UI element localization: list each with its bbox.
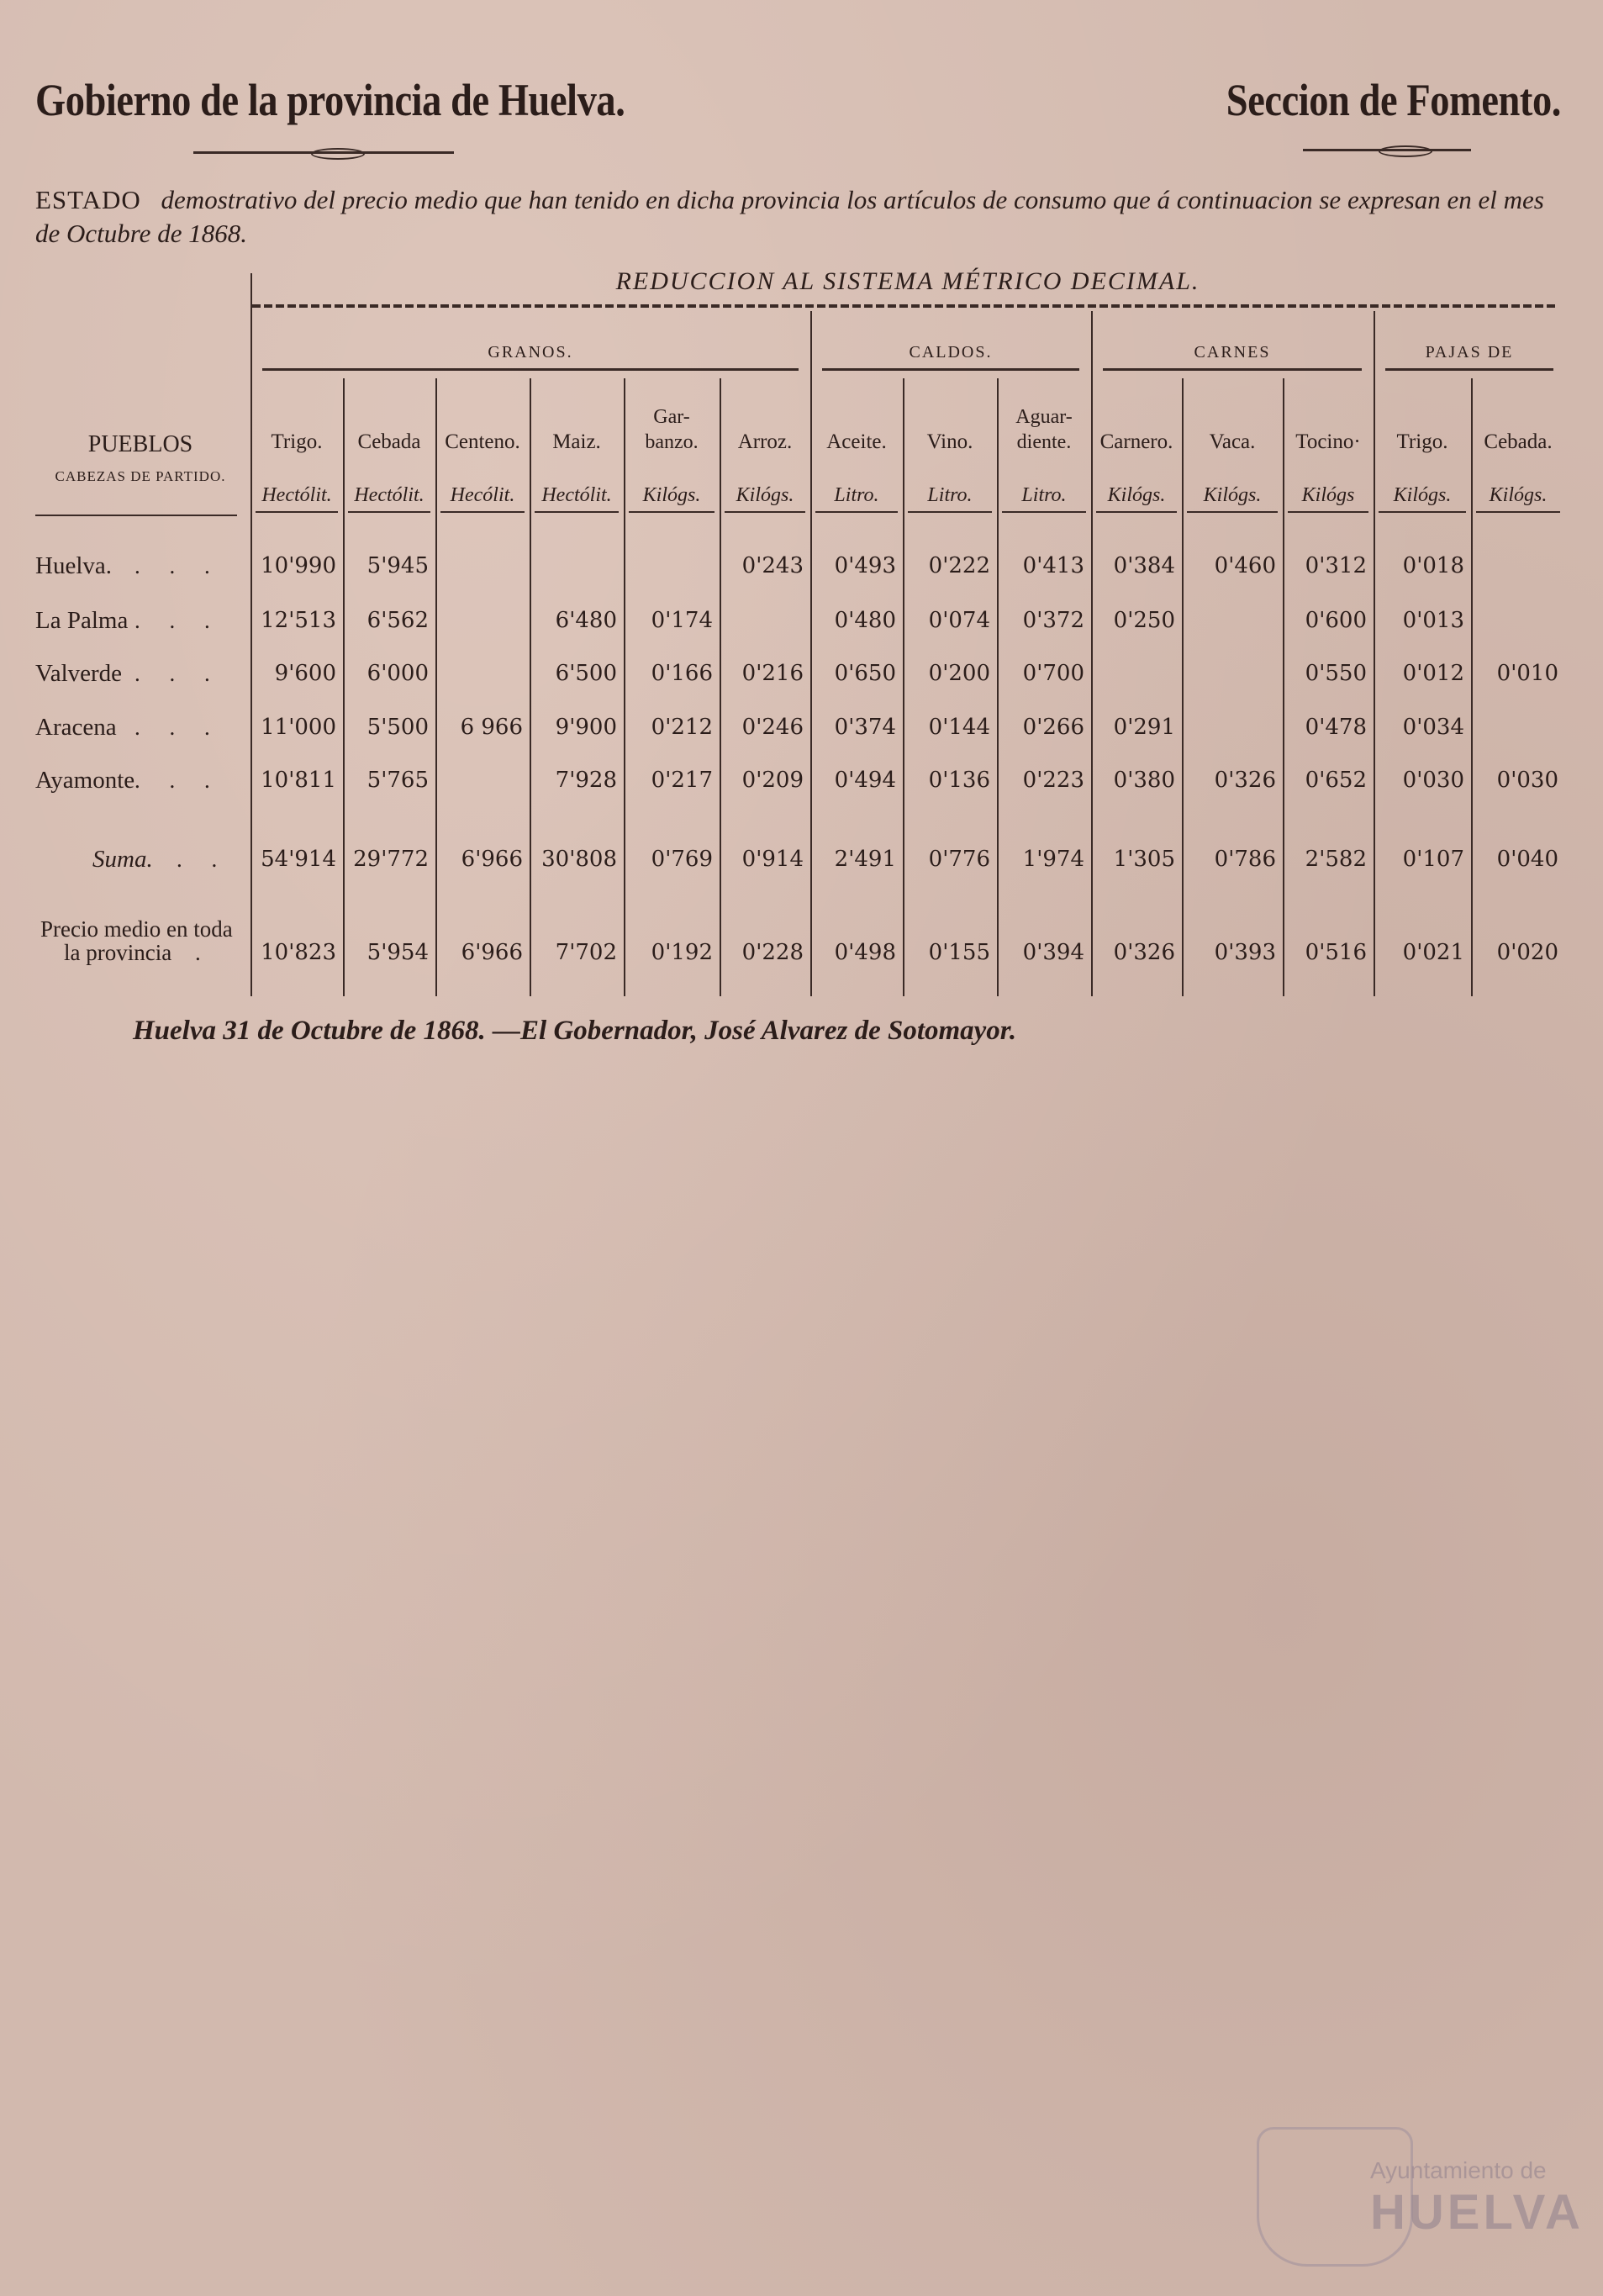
table-cell: 0'136 [928, 768, 990, 793]
row-town: Ayamonte [35, 767, 135, 794]
stamp-line1: Ayuntamiento de [1370, 2157, 1547, 2183]
table-cell: 0'600 [1305, 608, 1367, 633]
table-cell: 0'312 [1305, 553, 1367, 578]
footer-signature: —El Gobernador, José Alvarez de Sotomayor. [493, 1016, 1017, 1046]
column-header-unit: Hecólit. [450, 484, 515, 506]
table-cell: 0'374 [834, 715, 896, 740]
column-header-unit: Kilógs. [736, 484, 794, 506]
row-leader: . . . [134, 768, 222, 793]
table-cell: 12'513 [261, 608, 336, 633]
row-header-sub: CABEZAS DE PARTIDO. [55, 468, 226, 484]
table-cell: 6'000 [366, 661, 429, 686]
column-header-name: Carnero. [1099, 430, 1173, 453]
table-cell: 0'223 [1022, 768, 1084, 793]
table-cell: 0'174 [651, 608, 713, 633]
group-label: CARNES [1194, 343, 1271, 362]
sum-leader: . . [177, 847, 229, 872]
avg-cell: 0'155 [928, 940, 990, 965]
table-cell: 6'480 [555, 608, 617, 633]
column-header-name: Vaca. [1209, 430, 1256, 453]
table-cell: 11'000 [261, 715, 336, 740]
table-cell: 9'900 [555, 715, 617, 740]
table-left-rule [250, 273, 252, 996]
group-rule [1385, 368, 1553, 371]
intro-paragraph [35, 183, 1565, 251]
avg-cell: 0'393 [1214, 940, 1276, 965]
table-cell: 0'291 [1113, 715, 1175, 740]
sum-cell: 0'786 [1214, 847, 1276, 872]
unit-rule [1187, 511, 1278, 513]
column-rule [1471, 378, 1473, 996]
ornament-right [1303, 149, 1471, 151]
group-rule [262, 368, 799, 371]
avg-label-1: Precio medio en toda [40, 916, 233, 942]
sum-cell: 30'808 [541, 847, 617, 872]
ornament-left [193, 151, 454, 154]
table-cell: 0'144 [928, 715, 990, 740]
column-rule [343, 378, 345, 996]
sum-cell: 6'966 [461, 847, 523, 872]
column-header-name-cont: banzo. [645, 431, 699, 453]
row-leader: . . . [134, 715, 222, 740]
unit-rule [256, 511, 338, 513]
column-rule [810, 311, 812, 996]
avg-leader: . [195, 940, 201, 965]
unit-rule [629, 511, 714, 513]
table-cell: 0'413 [1022, 553, 1084, 578]
column-header-name: Vino. [926, 430, 973, 453]
table-cell: 6'500 [555, 661, 617, 686]
sum-label: Suma. [92, 846, 153, 873]
column-header-unit: Litro. [1021, 484, 1067, 506]
table-cell: 0'480 [834, 608, 896, 633]
avg-cell: 5'954 [366, 940, 429, 965]
sum-cell: 0'776 [928, 847, 990, 872]
column-rule [435, 378, 437, 996]
group-label: PAJAS DE [1425, 343, 1514, 362]
avg-cell: 0'020 [1496, 940, 1558, 965]
row-header-main: PUEBLOS [87, 431, 193, 457]
table-cell: 0'372 [1022, 608, 1084, 633]
table-cell: 5'945 [366, 553, 429, 578]
stamp-line2: HUELVA [1370, 2185, 1584, 2240]
unit-rule [1288, 511, 1368, 513]
row-town: La Palma [35, 607, 129, 634]
column-header-name: Aguar- [1015, 406, 1073, 428]
avg-cell: 0'192 [651, 940, 713, 965]
table-cell: 0'493 [834, 553, 896, 578]
column-header-unit: Litro. [834, 484, 879, 506]
sum-cell: 54'914 [261, 847, 336, 872]
table-cell: 0'650 [834, 661, 896, 686]
unit-rule [1002, 511, 1086, 513]
table-cell: 0'700 [1022, 661, 1084, 686]
sum-cell: 0'107 [1402, 847, 1464, 872]
table-cell: 0'010 [1496, 661, 1558, 686]
avg-cell: 0'021 [1402, 940, 1464, 965]
table-cell: 0'166 [651, 661, 713, 686]
unit-rule [908, 511, 992, 513]
column-header-name-cont: diente. [1016, 431, 1072, 453]
avg-cell: 7'702 [555, 940, 617, 965]
table-cell: 5'765 [366, 768, 429, 793]
avg-cell: 0'498 [834, 940, 896, 965]
column-header-name: Tocino· [1295, 430, 1361, 453]
column-rule [1374, 311, 1375, 996]
column-header-name: Cebada. [1484, 430, 1553, 453]
table-cell: 0'013 [1402, 608, 1464, 633]
column-header-name: Aceite. [826, 430, 887, 453]
column-rule [624, 378, 625, 996]
column-rule [997, 378, 999, 996]
table-cell: 0'217 [651, 768, 713, 793]
unit-rule [725, 511, 805, 513]
sum-cell: 29'772 [353, 847, 429, 872]
avg-cell: 0'326 [1113, 940, 1175, 965]
unit-rule [348, 511, 430, 513]
sum-cell: 1'305 [1113, 847, 1175, 872]
column-rule [530, 378, 531, 996]
table-cell: 0'550 [1305, 661, 1367, 686]
table-cell: 6'562 [366, 608, 429, 633]
sum-cell: 0'769 [651, 847, 713, 872]
table-cell: 0'326 [1214, 768, 1276, 793]
column-header-name: Gar- [653, 406, 690, 428]
sum-cell: 0'040 [1496, 847, 1558, 872]
column-rule [720, 378, 721, 996]
column-header-name: Trigo. [271, 430, 323, 453]
table-cell: 0'030 [1402, 768, 1464, 793]
title-rule [252, 304, 1555, 308]
table-cell: 0'246 [741, 715, 804, 740]
row-town: Aracena [35, 714, 117, 741]
column-header-name: Cebada [357, 430, 421, 453]
table-cell: 0'212 [651, 715, 713, 740]
sum-cell: 2'582 [1305, 847, 1367, 872]
column-header-unit: Hectólit. [541, 484, 612, 506]
column-header-name: Centeno. [445, 430, 520, 453]
avg-cell: 0'228 [741, 940, 804, 965]
column-header-unit: Litro. [927, 484, 973, 506]
table-cell: 10'811 [261, 768, 336, 793]
table-cell: 0'478 [1305, 715, 1367, 740]
column-header-unit: Kilógs. [1203, 484, 1262, 506]
intro-lead: ESTADO [35, 185, 141, 214]
column-header-unit: Kilógs. [642, 484, 701, 506]
table-cell: 0'216 [741, 661, 804, 686]
column-rule [1091, 311, 1093, 996]
row-town: Huelva. [35, 552, 112, 579]
column-rule [1283, 378, 1284, 996]
avg-cell: 0'394 [1022, 940, 1084, 965]
footer-place-date: Huelva 31 de Octubre de 1868. [133, 1016, 486, 1046]
column-header-unit: Hectólit. [354, 484, 424, 506]
row-leader: . . . [134, 553, 222, 578]
table-cell: 0'460 [1214, 553, 1276, 578]
row-town: Valverde [35, 660, 123, 687]
avg-cell: 10'823 [261, 940, 336, 965]
table-cell: 5'500 [366, 715, 429, 740]
table-cell: 9'600 [274, 661, 336, 686]
table-cell: 7'928 [555, 768, 617, 793]
column-header-name: Arroz. [737, 430, 793, 453]
column-header-unit: Kilógs [1301, 484, 1355, 506]
sum-cell: 0'914 [741, 847, 804, 872]
table-cell: 0'384 [1113, 553, 1175, 578]
table-cell: 0'012 [1402, 661, 1464, 686]
column-rule [1182, 378, 1184, 996]
sum-cell: 2'491 [834, 847, 896, 872]
unit-rule [1379, 511, 1466, 513]
table-cell: 0'034 [1402, 715, 1464, 740]
table-cell: 0'243 [741, 553, 804, 578]
table-cell: 0'266 [1022, 715, 1084, 740]
avg-label-2: la provincia [64, 940, 172, 965]
table-cell: 6 966 [460, 715, 523, 740]
unit-rule [440, 511, 525, 513]
table-cell: 0'200 [928, 661, 990, 686]
footer-line [133, 1016, 1016, 1047]
table-cell: 0'652 [1305, 768, 1367, 793]
table-cell: 0'209 [741, 768, 804, 793]
column-header-unit: Kilógs. [1489, 484, 1548, 506]
column-rule [903, 378, 904, 996]
column-header-unit: Hectólit. [261, 484, 332, 506]
group-rule [822, 368, 1079, 371]
column-header-unit: Kilógs. [1393, 484, 1452, 506]
table-cell: 0'018 [1402, 553, 1464, 578]
system-title: REDUCCION AL SISTEMA MÉTRICO DECIMAL. [615, 267, 1200, 295]
page-title-right: Seccion de Fomento. [1226, 75, 1561, 125]
table-cell: 10'990 [261, 553, 336, 578]
group-label: GRANOS. [488, 343, 573, 362]
table-cell: 0'030 [1496, 768, 1558, 793]
avg-cell: 0'516 [1305, 940, 1367, 965]
table-cell: 0'494 [834, 768, 896, 793]
column-header-name: Maiz. [552, 430, 601, 453]
intro-text: demostrativo del precio medio que han tenido en dicha provincia los artículos de consumo que á continuacion se expresan en el mes de Octubre de 1868. [35, 185, 1544, 248]
row-header-rule [35, 515, 237, 516]
table-cell: 0'074 [928, 608, 990, 633]
sum-cell: 1'974 [1022, 847, 1084, 872]
group-label: CALDOS. [909, 343, 993, 362]
avg-cell: 6'966 [461, 940, 523, 965]
column-header-unit: Kilógs. [1107, 484, 1166, 506]
table-cell: 0'380 [1113, 768, 1175, 793]
page-title-left: Gobierno de la provincia de Huelva. [35, 75, 625, 125]
unit-rule [815, 511, 898, 513]
column-header-name: Trigo. [1396, 430, 1448, 453]
unit-rule [535, 511, 619, 513]
table-cell: 0'250 [1113, 608, 1175, 633]
row-leader: . . . [134, 661, 222, 686]
row-leader: . . . [134, 608, 222, 633]
unit-rule [1476, 511, 1560, 513]
unit-rule [1096, 511, 1177, 513]
group-rule [1103, 368, 1362, 371]
table-cell: 0'222 [928, 553, 990, 578]
